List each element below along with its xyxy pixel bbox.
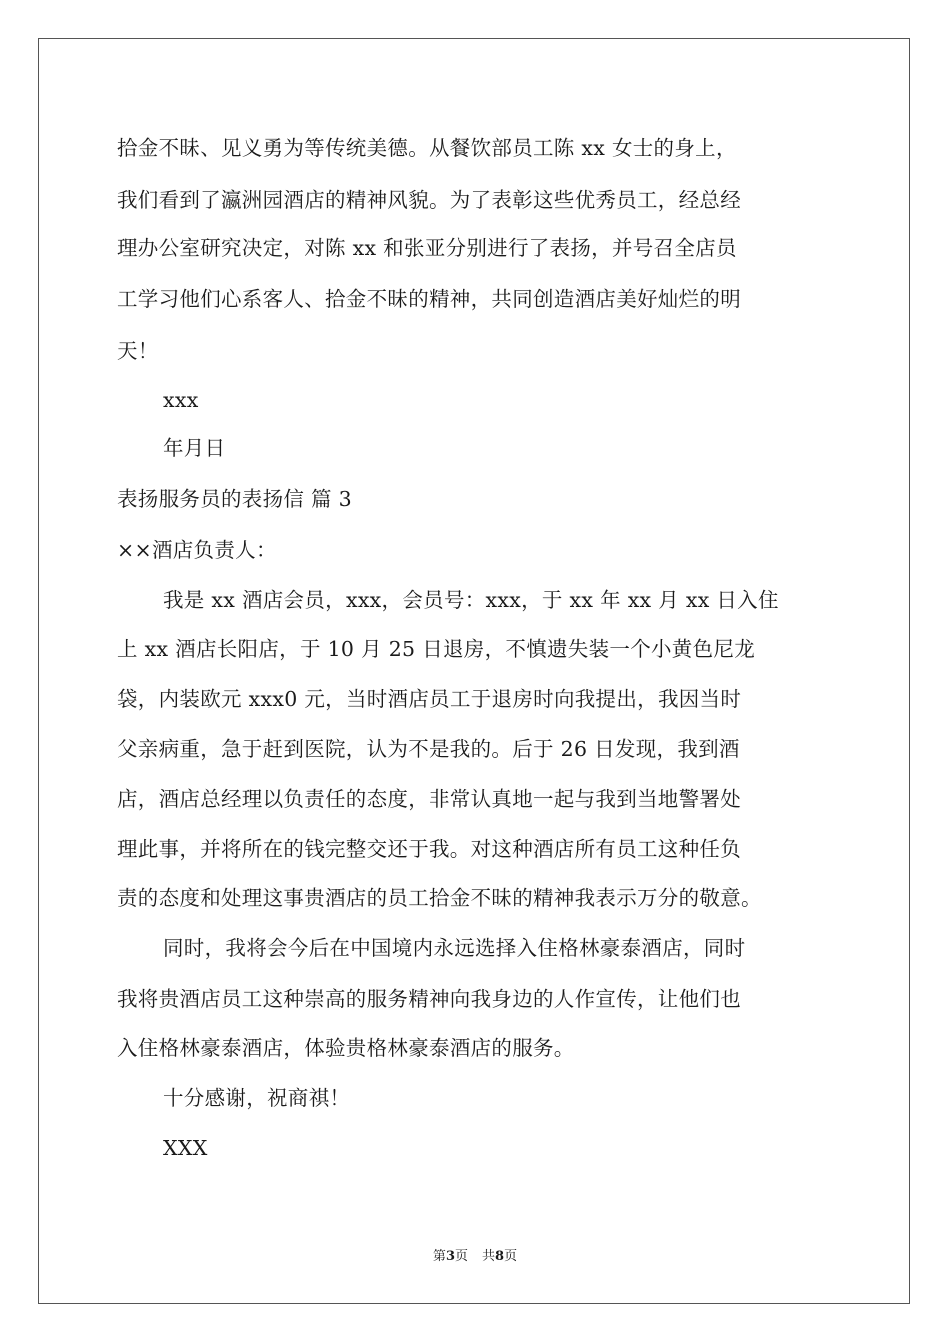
footer-page-current: 3 <box>445 1249 455 1264</box>
body-line: 入住格林豪泰酒店，体验贵格林豪泰酒店的服务。 <box>117 1036 575 1060</box>
page-footer <box>0 1248 950 1266</box>
body-line: 我将贵酒店员工这种崇高的服务精神向我身边的人作宣传，让他们也 <box>117 987 741 1011</box>
date-line: 年月日 <box>163 436 226 460</box>
body-line: 天！ <box>117 339 159 363</box>
section-heading: 表扬服务员的表扬信 篇 3 <box>117 487 352 511</box>
body-line: 同时，我将会今后在中国境内永远选择入住格林豪泰酒店，同时 <box>163 936 746 960</box>
closing-line: 十分感谢，祝商祺！ <box>163 1086 351 1110</box>
body-line: 理办公室研究决定，对陈 xx 和张亚分别进行了表扬，并号召全店员 <box>117 236 737 260</box>
body-line: 工学习他们心系客人、拾金不昧的精神，共同创造酒店美好灿烂的明 <box>117 287 741 311</box>
body-line: 责的态度和处理这事贵酒店的员工拾金不昧的精神我表示万分的敬意。 <box>117 886 762 910</box>
body-line: 袋，内装欧元 xxx0 元，当时酒店员工于退房时向我提出，我因当时 <box>117 687 742 711</box>
body-line: 上 xx 酒店长阳店，于 10 月 25 日退房，不慎遗失装一个小黄色尼龙 <box>117 637 755 661</box>
footer-page-suffix: 页 <box>454 1249 468 1264</box>
body-line: 我们看到了瀛洲园酒店的精神风貌。为了表彰这些优秀员工，经总经 <box>117 188 741 212</box>
footer-total-prefix: 共 <box>482 1249 496 1264</box>
body-line: 店，酒店总经理以负责任的态度，非常认真地一起与我到当地警署处 <box>117 787 741 811</box>
footer-page-prefix: 第 <box>432 1249 446 1264</box>
body-line: 拾金不昧、见义勇为等传统美德。从餐饮部员工陈 xx 女士的身上， <box>117 136 737 160</box>
signature: xxx <box>163 388 199 412</box>
body-line: 理此事，并将所在的钱完整交还于我。对这种酒店所有员工这种任负 <box>117 837 741 861</box>
body-line: 我是 xx 酒店会员，xxx，会员号：xxx，于 xx 年 xx 月 xx 日入住 <box>163 588 779 612</box>
salutation: ××酒店负责人： <box>117 538 277 562</box>
footer-page-total: 8 <box>495 1249 505 1264</box>
footer-total-suffix: 页 <box>504 1249 518 1264</box>
signature: XXX <box>163 1136 208 1160</box>
body-line: 父亲病重，急于赶到医院，认为不是我的。后于 26 日发现，我到酒 <box>117 737 740 761</box>
page-border <box>38 38 910 1304</box>
